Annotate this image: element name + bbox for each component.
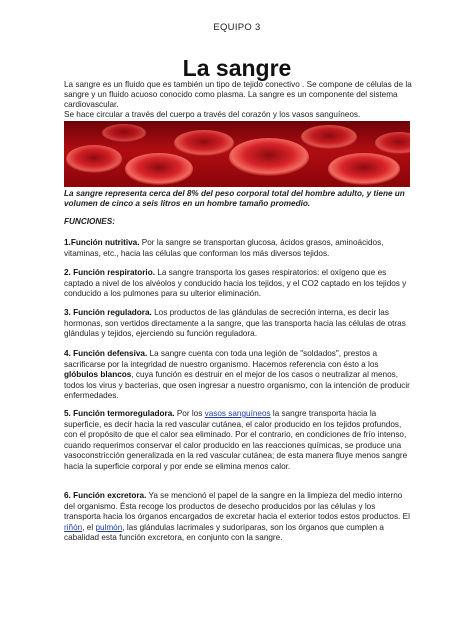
blood-cells-image — [64, 121, 410, 187]
function-nutritive — [64, 238, 414, 259]
function-title: 2. Función respiratorio. — [64, 268, 155, 277]
function-text: , el — [82, 522, 94, 532]
function-text: Ya se mencionó el papel de la sangre en la limpieza del medio interno del organismo. Ésta recoge los productos de desecho producidos por las células y los transporta hacia los órganos encargados de excretar hacia el exterior todos estos productos. El — [64, 491, 410, 521]
function-title: 3. Función reguladora. — [64, 308, 152, 317]
function-text: Por los — [176, 409, 203, 418]
intro-text — [64, 80, 414, 120]
function-text: la sangre transporta hacia la superficie, es decir hacia la red vascular cutánea, el calor producido en los tejidos profundos, con el propósito de que el calor sea eliminado. Por el contrario, en condiciones de frío intenso, cuando requerimos conservar el calor producido en las reacciones químicas, se produce una vasoconstricción generalizada en la red vascular cutánea; de esta manera fluye menos sangre hacia la superficie corporal y por ende se elimina menos calor. — [64, 409, 408, 471]
white-blood-cells-term: glóbulos blancos — [64, 370, 132, 379]
function-regulatory — [64, 308, 414, 340]
lung-link[interactable]: pulmón — [95, 522, 123, 532]
function-title: 5. Función termoreguladora. — [64, 409, 175, 418]
kidney-link[interactable]: riñón — [64, 522, 83, 532]
function-text: La sangre cuenta con toda una legión de "soldados", prestos a sacrificarse por la integridad de nuestro organismo. Hacemos referencia con ésto a los — [64, 349, 379, 369]
function-text: , cuya función es destruir en el mejor de los casos o neutralizar al menos, todos los virus y bacterias, que osen ingresar a nuestro organismo, con la intención de producir enfermedades. — [64, 370, 410, 400]
function-excretory — [64, 491, 414, 544]
function-title: 6. Función excretora. — [64, 491, 147, 500]
function-thermoregulatory — [64, 409, 414, 472]
function-defensive — [64, 349, 414, 402]
function-text: La sangre transporta los gases respiratorios: el oxígeno que es captado a nivel de los alvéolos y conducido hacia los tejidos, y el CO2 captado en los tejidos y conducido a los pulmones para su ulterior eliminación. — [64, 268, 407, 298]
function-title: 4. Función defensiva. — [64, 349, 148, 358]
functions-heading: FUNCIONES: — [64, 217, 115, 226]
intro-paragraph-1: La sangre es un fluido que es también un tipo de tejido conectivo . Se compone de células de la sangre y un fluido acuoso conocido como plasma. La sangre es un componente del sistema cardiovascular. — [64, 80, 412, 109]
function-text: Por la sangre se transportan glucosa, ácidos grasos, aminoácidos, vitaminas, etc., hacia las células que conforman los más diversos tejidos. — [64, 238, 384, 258]
page-title: La sangre — [182, 55, 292, 81]
function-title: 1.Función nutritiva. — [64, 238, 140, 247]
red-blood-cells-illustration — [64, 121, 410, 187]
blood-fact-caption: La sangre representa cerca del 8% del peso corporal total del hombre adulto, y tiene un volumen de cinco a seis litros en un hombre tamaño promedio. — [64, 189, 405, 208]
blood-vessels-link[interactable]: vasos sanguíneos — [204, 409, 271, 418]
function-text: Los productos de las glándulas de secreción interna, es decir las hormonas, son vertidos directamente a la sangre, que las transporta hacia las células de otras glándulas y tejidos, ejerciendo su función reguladora. — [64, 308, 406, 338]
intro-paragraph-2: Se hace circular a través del cuerpo a través del corazón y los vasos sanguíneos. — [64, 110, 361, 119]
function-text: , las glándulas lacrimales y sudoríparas, son los órganos que cumplen a cabalidad esta función excretora, en conjunto con la sangre. — [64, 522, 384, 542]
team-header: EQUIPO 3 — [213, 22, 261, 33]
function-respiratory — [64, 268, 414, 300]
